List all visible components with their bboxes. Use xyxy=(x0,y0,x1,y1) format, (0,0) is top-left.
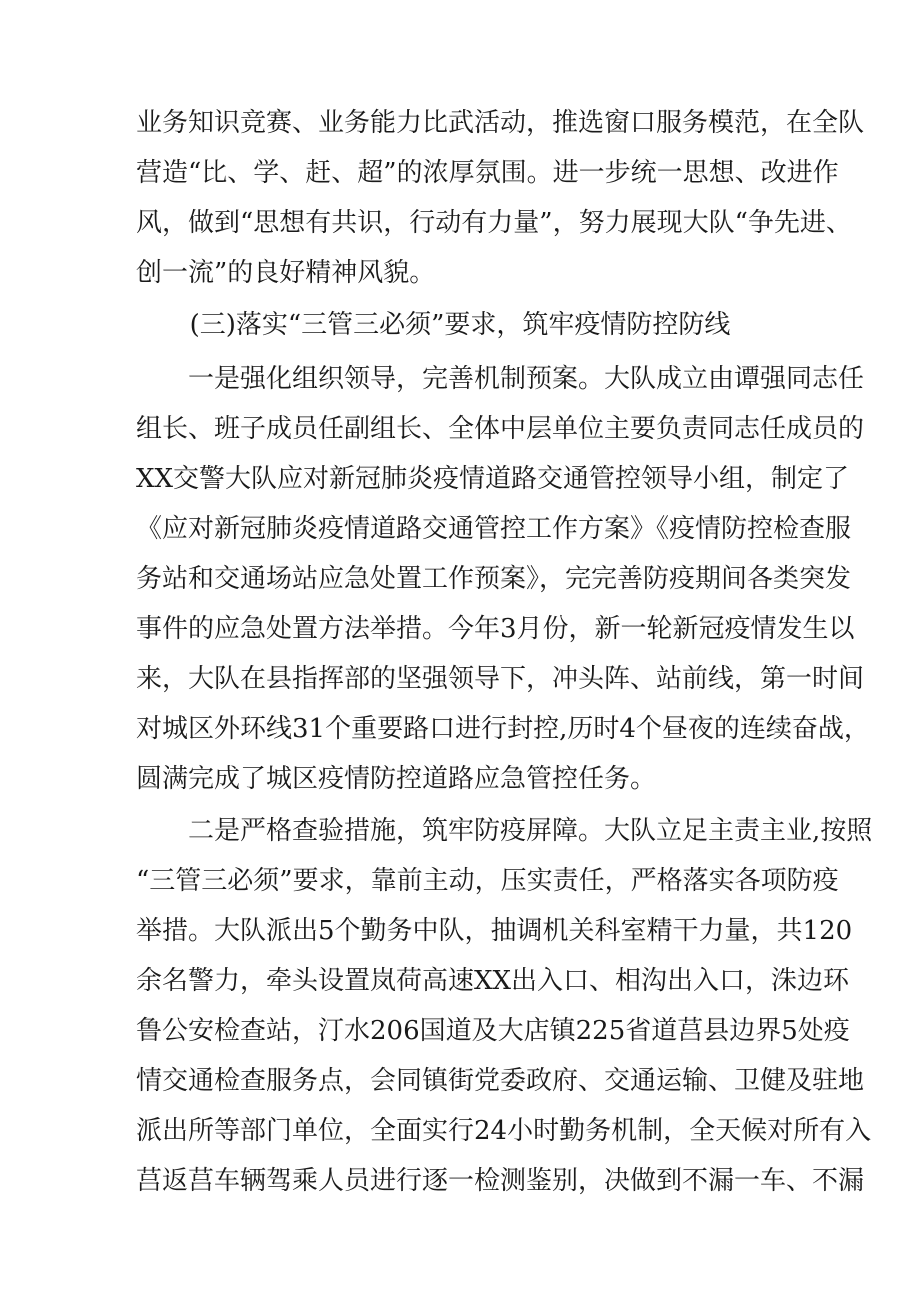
paragraph-3-line-8: 莒返莒车辆驾乘人员进行逐一检测鉴别，决做到不漏一车、不漏 xyxy=(136,1166,865,1196)
paragraph-3-line-3: 举措。大队派出5个勤务中队，抽调机关科室精干力量，共120 xyxy=(136,916,853,946)
paragraph-3-line-7: 派出所等部门单位，全面实行24小时勤务机制，全天候对所有入 xyxy=(136,1116,872,1146)
paragraph-2-line-3: XX交警大队应对新冠肺炎疫情道路交通管控领导小组，制定了 xyxy=(136,464,850,494)
paragraph-3-line-1: 二是严格查验措施，筑牢防疫屏障。大队立足主责主业,按照 xyxy=(188,816,873,846)
paragraph-3-line-5: 鲁公安检查站，汀水206国道及大店镇225省道莒县边界5处疫 xyxy=(136,1016,850,1046)
paragraph-1-line-2: 营造“比、学、赶、超”的浓厚氛围。进一步统一思想、改进作 xyxy=(136,158,839,188)
paragraph-2-line-5: 务站和交通场站应急处置工作预案》，完完善防疫期间各类突发 xyxy=(136,564,852,594)
paragraph-1-line-4: 创一流”的良好精神风貌。 xyxy=(136,258,436,288)
paragraph-2-line-6: 事件的应急处置方法举措。今年3月份，新一轮新冠疫情发生以 xyxy=(136,614,855,644)
paragraph-3-line-6: 情交通检查服务点，会同镇街党委政府、交通运输、卫健及驻地 xyxy=(136,1066,865,1096)
paragraph-3-line-4: 余名警力，牵头设置岚荷高速XX出入口、相沟出入口，洙边环 xyxy=(136,966,850,996)
paragraph-2-line-8: 对城区外环线31个重要路口进行封控,历时4个昼夜的连续奋战， xyxy=(136,714,870,744)
paragraph-1-line-3: 风，做到“思想有共识，行动有力量”，努力展现大队“争先进、 xyxy=(136,208,852,238)
paragraph-2-line-7: 来，大队在县指挥部的坚强领导下，冲头阵、站前线，第一时间 xyxy=(136,664,865,694)
paragraph-2-line-9: 圆满完成了城区疫情防控道路应急管控任务。 xyxy=(136,764,657,794)
section-heading: (三)落实“三管三必须”要求，筑牢疫情防控防线 xyxy=(189,310,731,340)
paragraph-3-line-2: “三管三必须”要求，靠前主动，压实责任，严格落实各项防疫 xyxy=(136,866,839,896)
paragraph-1-line-1: 业务知识竞赛、业务能力比武活动，推选窗口服务模范，在全队 xyxy=(136,108,865,138)
paragraph-2-line-1: 一是强化组织领导，完善机制预案。大队成立由谭强同志任 xyxy=(188,364,865,394)
paragraph-2-line-2: 组长、班子成员任副组长、全体中层单位主要负责同志任成员的 xyxy=(136,414,865,444)
paragraph-2-line-4: 《应对新冠肺炎疫情道路交通管控工作方案》《疫情防控检查服 xyxy=(136,514,852,544)
